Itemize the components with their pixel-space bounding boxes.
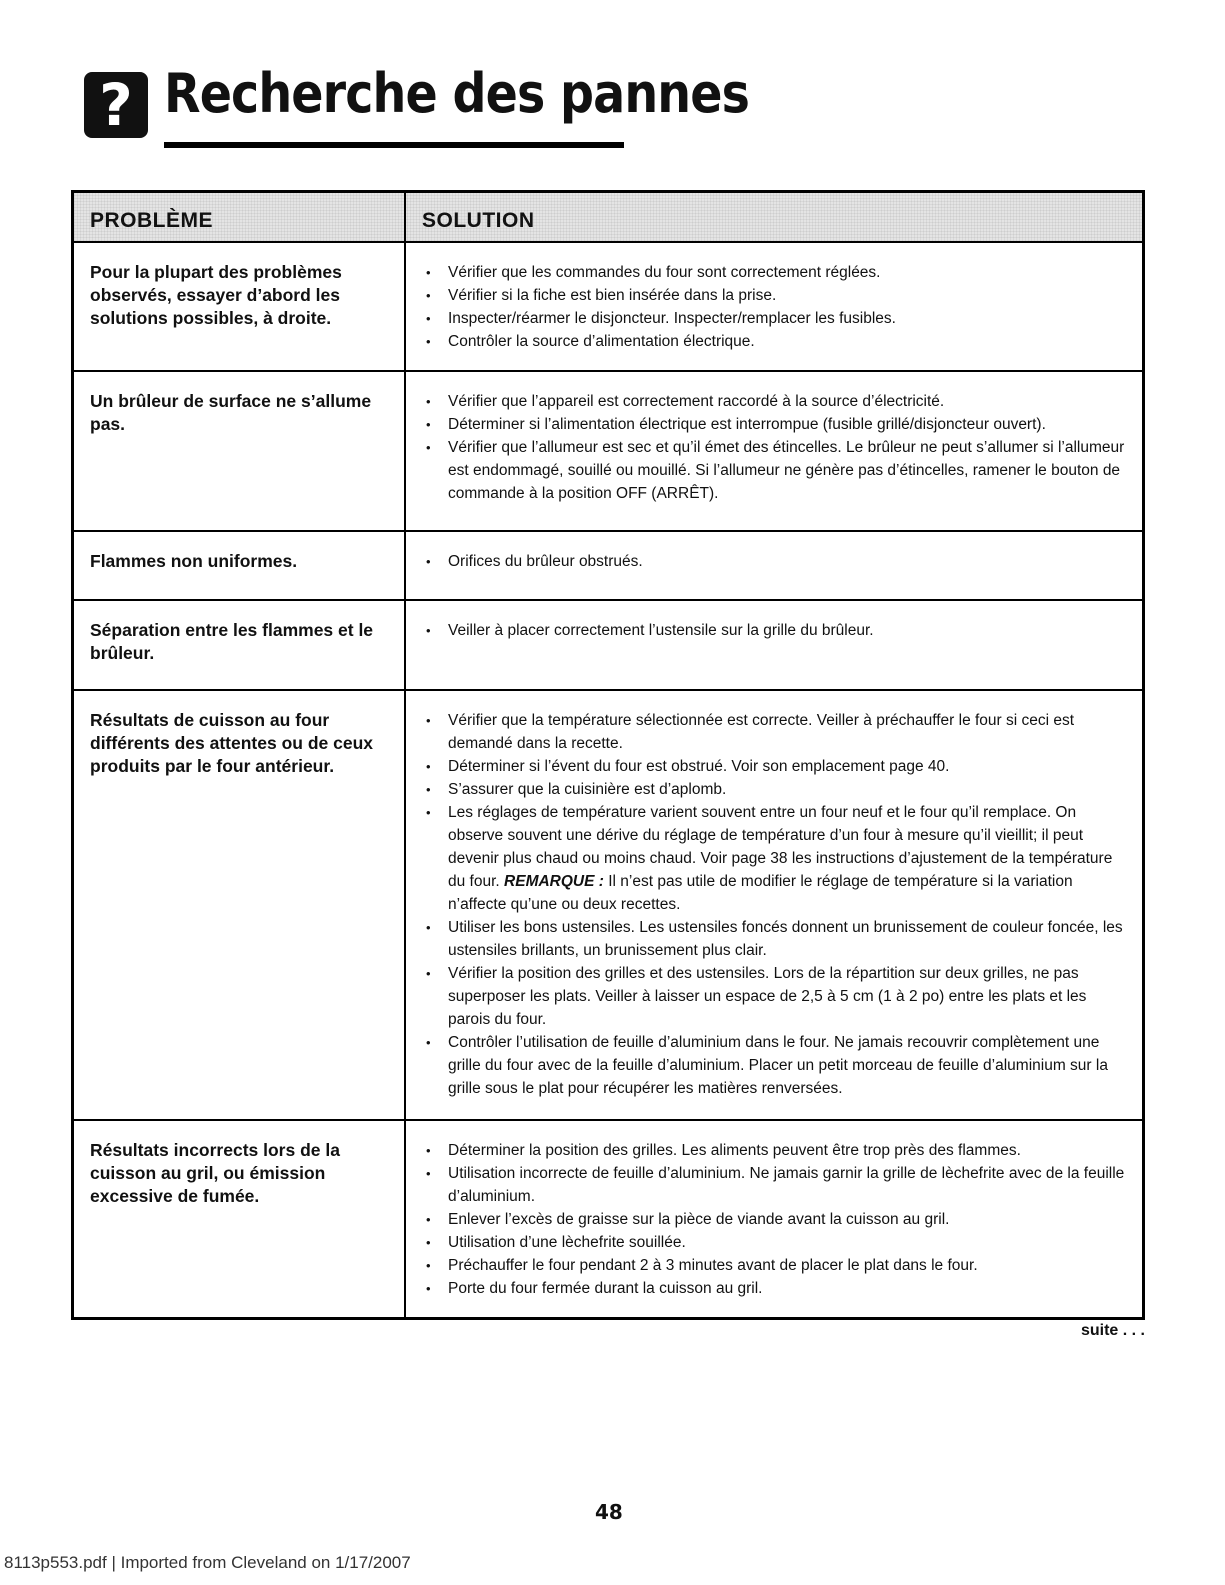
solution-cell xyxy=(406,691,1142,1119)
troubleshooting-table xyxy=(71,190,1145,1320)
problem-cell: Séparation entre les flammes et le brûleur. xyxy=(74,601,406,689)
list-item: • Vérifier si la fiche est bien insérée dans la prise. xyxy=(426,284,1128,307)
list-item: • Vérifier que les commandes du four sont correctement réglées. xyxy=(426,261,1128,284)
remarque-text: Il n’est pas utile de modifier le réglage de température si la variation n’affecte qu’une ou deux recettes. xyxy=(448,873,1073,913)
list-item: • Vérifier que la température sélectionnée est correcte. Veiller à préchauffer le four si ceci est demandé dans la recette. xyxy=(426,709,1128,755)
list-item: • Inspecter/réarmer le disjoncteur. Inspecter/remplacer les fusibles. xyxy=(426,307,1128,330)
solution-cell xyxy=(406,243,1142,370)
list-item: • Enlever l’excès de graisse sur la pièce de viande avant la cuisson au gril. xyxy=(426,1208,1128,1231)
continued-label: suite . . . xyxy=(1080,1322,1145,1339)
solution-list xyxy=(426,550,1128,573)
question-mark-icon: ? xyxy=(84,72,148,138)
page-number: 48 xyxy=(595,1500,623,1524)
table-row xyxy=(74,243,1142,372)
table-row xyxy=(74,372,1142,532)
list-item: • Porte du four fermée durant la cuisson au gril. xyxy=(426,1277,1128,1300)
solution-cell xyxy=(406,372,1142,530)
list-item: • Déterminer si l’alimentation électrique est interrompue (fusible grillé/disjoncteur ouvert). xyxy=(426,413,1128,436)
solution-cell xyxy=(406,1121,1142,1317)
table-row xyxy=(74,601,1142,691)
problem-cell: Un brûleur de surface ne s’allume pas. xyxy=(74,372,406,530)
solution-cell xyxy=(406,601,1142,689)
solution-list xyxy=(426,709,1128,1100)
table-row xyxy=(74,1121,1142,1317)
solution-list xyxy=(426,619,1128,642)
column-header-probleme: PROBLÈME xyxy=(74,193,406,241)
solution-cell xyxy=(406,532,1142,599)
list-item: • Vérifier que l’appareil est correctement raccordé à la source d’électricité. xyxy=(426,390,1128,413)
problem-cell: Résultats de cuisson au four différents des attentes ou de ceux produits par le four antérieur. xyxy=(74,691,406,1119)
column-header-solution: SOLUTION xyxy=(422,209,535,232)
solution-list xyxy=(426,1139,1128,1300)
solution-list xyxy=(426,390,1128,505)
table-row xyxy=(74,532,1142,601)
list-item-text: Les réglages de température varient souvent entre un four neuf et le four qu’il remplace. On observe souvent une dérive du réglage de température d’un four à mesure qu’il vieillit; il peut devenir plus chaud ou moins chaud. Voir page 38 les instructions d’ajustement de la température du four. xyxy=(448,804,1113,890)
list-item: • Déterminer si l’évent du four est obstrué. Voir son emplacement page 40. xyxy=(426,755,1128,778)
list-item: • Utiliser les bons ustensiles. Les ustensiles foncés donnent un brunissement de couleur foncée, les ustensiles brillants, un brunissement plus clair. xyxy=(426,916,1128,962)
list-item: • Préchauffer le four pendant 2 à 3 minutes avant de placer le plat dans le four. xyxy=(426,1254,1128,1277)
problem-cell: Flammes non uniformes. xyxy=(74,532,406,599)
table-row xyxy=(74,691,1142,1121)
list-item: • Déterminer la position des grilles. Les aliments peuvent être trop près des flammes. xyxy=(426,1139,1128,1162)
table-header xyxy=(74,193,1142,243)
list-item: • Orifices du brûleur obstrués. xyxy=(426,550,1128,573)
list-item: • Utilisation d’une lèchefrite souillée. xyxy=(426,1231,1128,1254)
list-item: • Contrôler l’utilisation de feuille d’aluminium dans le four. Ne jamais recouvrir complètement une grille du four avec de la feuille d’aluminium. Placer un petit morceau de feuille d’aluminium sur la grille sous le plat pour récupérer les matières renversées. xyxy=(426,1031,1128,1100)
list-item: • Contrôler la source d’alimentation électrique. xyxy=(426,330,1128,353)
list-item: • Vérifier que l’allumeur est sec et qu’il émet des étincelles. Le brûleur ne peut s’allumer si l’allumeur est endommagé, souillé ou mouillé. Si l’allumeur ne génère pas d’étincelles, ramener le bouton de commande à la position OFF (ARRÊT). xyxy=(426,436,1128,505)
remarque-label: REMARQUE : xyxy=(504,873,604,890)
problem-cell: Résultats incorrects lors de la cuisson au gril, ou émission excessive de fumée. xyxy=(74,1121,406,1317)
page-title: Recherche des pannes xyxy=(164,62,749,125)
list-item: • S’assurer que la cuisinière est d’aplomb. xyxy=(426,778,1128,801)
solution-list xyxy=(426,261,1128,353)
list-item: • Utilisation incorrecte de feuille d’aluminium. Ne jamais garnir la grille de lèchefrite avec de la feuille d’aluminium. xyxy=(426,1162,1128,1208)
list-item: • Veiller à placer correctement l’ustensile sur la grille du brûleur. xyxy=(426,619,1128,642)
import-footer: 8113p553.pdf | Imported from Cleveland on 1/17/2007 xyxy=(4,1553,411,1572)
list-item: • Vérifier la position des grilles et des ustensiles. Lors de la répartition sur deux grilles, ne pas superposer les plats. Veiller à laisser un espace de 2,5 à 5 cm (1 à 2 po) entre les plats et les parois du four. xyxy=(426,962,1128,1031)
problem-cell: Pour la plupart des problèmes observés, essayer d’abord les solutions possibles, à droite. xyxy=(74,243,406,370)
title-underline xyxy=(164,142,624,148)
list-item xyxy=(426,801,1128,916)
